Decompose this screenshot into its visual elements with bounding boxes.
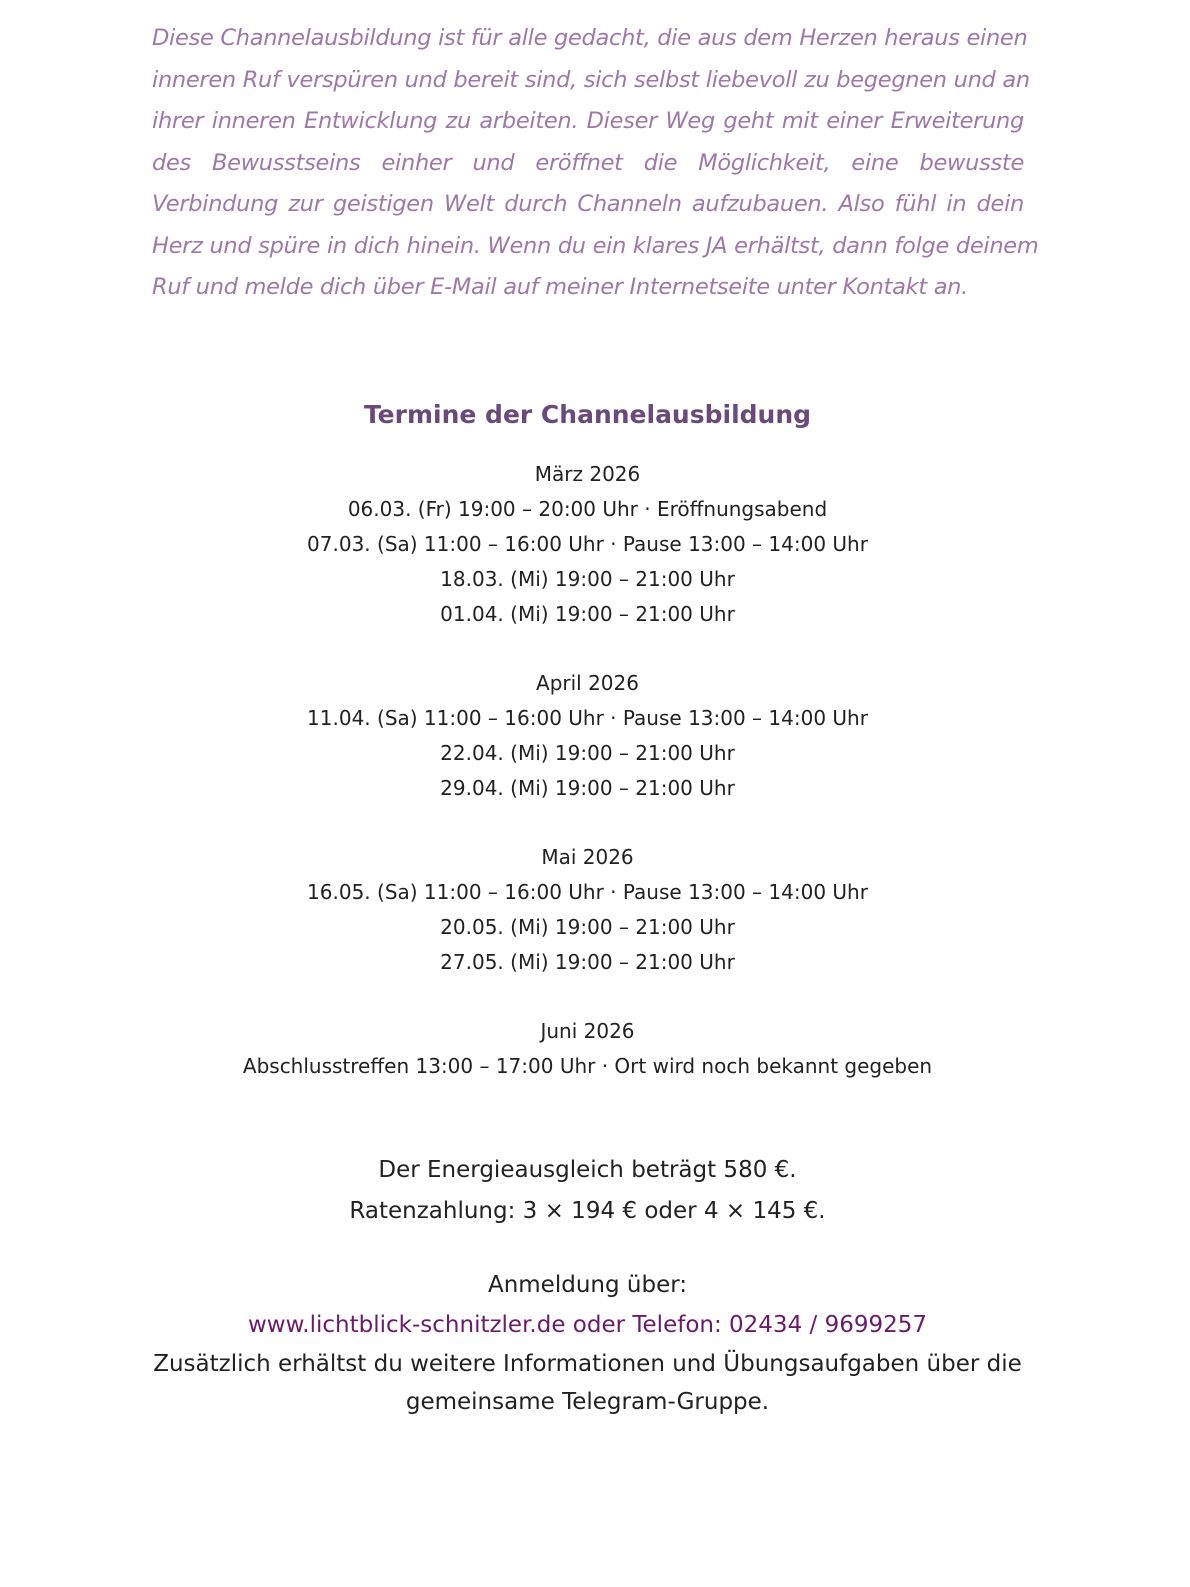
month-heading: Mai 2026 xyxy=(541,845,634,869)
month-block-maerz xyxy=(0,457,1175,632)
month-block-mai xyxy=(0,840,1175,980)
schedule-row: 20.05. (Mi) 19:00 – 21:00 Uhr xyxy=(440,915,735,939)
schedule-row: 01.04. (Mi) 19:00 – 21:00 Uhr xyxy=(440,602,735,626)
registration-heading: Anmeldung über: xyxy=(487,1272,688,1298)
month-block-april xyxy=(0,666,1175,806)
schedule-row: 22.04. (Mi) 19:00 – 21:00 Uhr xyxy=(440,741,735,765)
intro-line: inneren Ruf verspüren und bereit sind, sich selbst liebevoll zu begegnen und an xyxy=(152,66,1030,93)
intro-line: Diese Channelausbildung ist für alle gedacht, die aus dem Herzen heraus einen xyxy=(152,25,1028,51)
schedule-row: Abschlusstreffen 13:00 – 17:00 Uhr · Ort wird noch bekannt gegeben xyxy=(242,1054,933,1078)
schedule-row: 06.03. (Fr) 19:00 – 20:00 Uhr · Eröffnungsabend xyxy=(347,497,828,521)
telegram-note: Zusätzlich erhältst du weitere Informationen und Übungsaufgaben über die gemeinsame Telegram-Gruppe. xyxy=(153,1351,1022,1415)
month-block-juni xyxy=(0,1014,1175,1084)
intro-line: ihrer inneren Entwicklung zu arbeiten. Dieser Weg geht mit einer Erweiterung xyxy=(152,108,1024,134)
schedule-title: Termine der Channelausbildung xyxy=(363,400,812,429)
intro-line: Verbindung zur geistigen Welt durch Channeln aufzubauen. Also fühl in dein xyxy=(152,191,1024,217)
month-heading: April 2026 xyxy=(536,671,639,695)
schedule-row: 18.03. (Mi) 19:00 – 21:00 Uhr xyxy=(440,567,735,591)
schedule-row: 16.05. (Sa) 11:00 – 16:00 Uhr · Pause 13:00 – 14:00 Uhr xyxy=(307,880,868,904)
intro-line: des Bewusstseins einher und eröffnet die Möglichkeit, eine bewusste xyxy=(152,149,1024,176)
price-info xyxy=(0,1150,1175,1232)
schedule-list xyxy=(0,457,1175,1118)
installment-line: Ratenzahlung: 3 × 194 € oder 4 × 145 €. xyxy=(349,1198,826,1224)
intro-paragraph xyxy=(152,18,1039,309)
intro-line: Herz und spüre in dich hinein. Wenn du ein klares JA erhältst, dann folge deinem xyxy=(152,232,1039,259)
intro-line: Ruf und melde dich über E-Mail auf meiner Internetseite unter Kontakt an. xyxy=(152,274,968,300)
schedule-row: 11.04. (Sa) 11:00 – 16:00 Uhr · Pause 13:00 – 14:00 Uhr xyxy=(307,706,868,730)
price-line: Der Energieausgleich beträgt 580 €. xyxy=(378,1157,797,1183)
schedule-row: 27.05. (Mi) 19:00 – 21:00 Uhr xyxy=(440,950,735,974)
month-heading: März 2026 xyxy=(534,462,641,486)
schedule-row: 29.04. (Mi) 19:00 – 21:00 Uhr xyxy=(440,776,735,800)
month-heading: Juni 2026 xyxy=(540,1019,635,1043)
website-phone-link[interactable]: www.lichtblick-schnitzler.de oder Telefon: 02434 / 9699257 xyxy=(247,1312,928,1338)
schedule-row: 07.03. (Sa) 11:00 – 16:00 Uhr · Pause 13:00 – 14:00 Uhr xyxy=(307,532,868,556)
contact-info xyxy=(0,1265,1175,1421)
